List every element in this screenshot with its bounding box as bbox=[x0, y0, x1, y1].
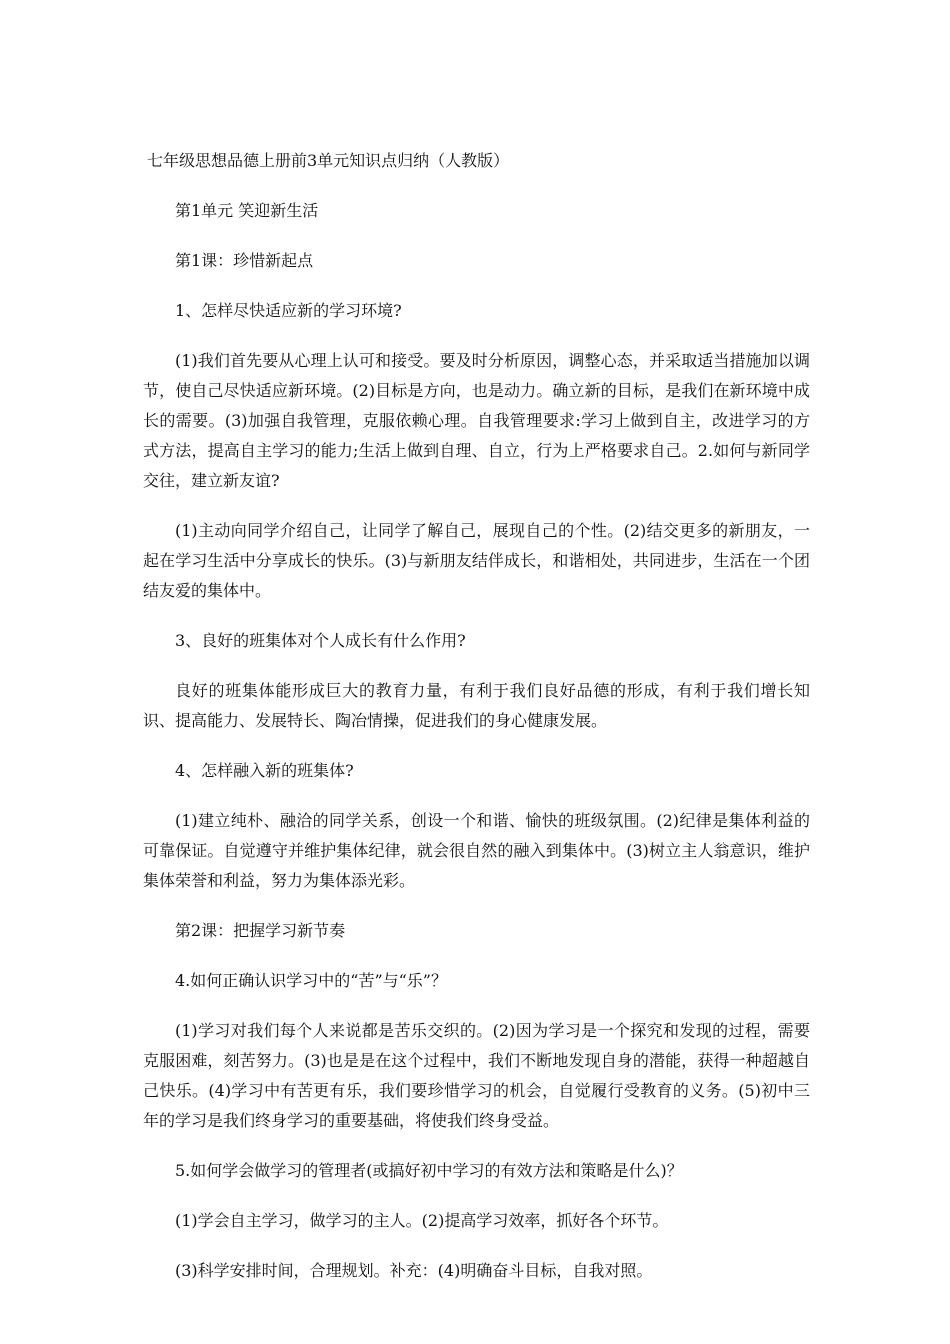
lesson-heading: 第2课：把握学习新节奏 bbox=[175, 921, 346, 940]
answer-paragraph: (1)学会自主学习，做学习的主人。(2)提高学习效率，抓好各个环节。 bbox=[175, 1211, 669, 1230]
question-heading: 5.如何学会做学习的管理者(或搞好初中学习的有效方法和策略是什么)？ bbox=[175, 1161, 683, 1180]
answer-paragraph: (3)科学安排时间，合理规划。补充：(4)明确奋斗目标，自我对照。 bbox=[175, 1261, 653, 1280]
document-body bbox=[143, 146, 810, 1306]
question-heading: 1、怎样尽快适应新的学习环境? bbox=[175, 301, 402, 320]
answer-paragraph: 良好的班集体能形成巨大的教育力量，有利于我们良好品德的形成，有利于我们增长知识、提高能力、发展特长、陶冶情操，促进我们的身心健康发展。 bbox=[143, 681, 810, 730]
answer-paragraph: (1)学习对我们每个人来说都是苦乐交织的。(2)因为学习是一个探究和发现的过程，需要克服困难，刻苦努力。(3)也是是在这个过程中，我们不断地发现自身的潜能，获得一种超越自己快乐。(4)学习中有苦更有乐，我们要珍惜学习的机会，自觉履行受教育的义务。(5)初中三年的学习是我们终身学习的重要基础，将使我们终身受益。 bbox=[143, 1021, 810, 1130]
question-heading: 4.如何正确认识学习中的“苦”与“乐”？ bbox=[175, 971, 447, 990]
document-title: 七年级思想品德上册前3单元知识点归纳（人教版） bbox=[147, 151, 510, 170]
lesson-heading: 第1课：珍惜新起点 bbox=[175, 251, 314, 270]
answer-paragraph: (1)主动向同学介绍自己，让同学了解自己，展现自己的个性。(2)结交更多的新朋友，一起在学习生活中分享成长的快乐。(3)与新朋友结伴成长，和谐相处，共同进步，生活在一个团结友爱的集体中。 bbox=[143, 521, 810, 600]
question-heading: 3、良好的班集体对个人成长有什么作用? bbox=[175, 631, 466, 650]
answer-paragraph: (1)我们首先要从心理上认可和接受。要及时分析原因，调整心态，并采取适当措施加以调节，使自己尽快适应新环境。(2)目标是方向，也是动力。确立新的目标，是我们在新环境中成长的需要。(3)加强自我管理，克服依赖心理。自我管理要求:学习上做到自主，改进学习的方式方法，提高自主学习的能力;生活上做到自理、自立，行为上严格要求自己。2.如何与新同学交往，建立新友谊? bbox=[143, 351, 810, 490]
unit-heading: 第1单元 笑迎新生活 bbox=[175, 201, 319, 220]
answer-paragraph: (1)建立纯朴、融洽的同学关系，创设一个和谐、愉快的班级氛围。(2)纪律是集体利益的可靠保证。自觉遵守并维护集体纪律，就会很自然的融入到集体中。(3)树立主人翁意识，维护集体荣誉和利益，努力为集体添光彩。 bbox=[143, 811, 810, 890]
question-heading: 4、怎样融入新的班集体? bbox=[175, 761, 354, 780]
